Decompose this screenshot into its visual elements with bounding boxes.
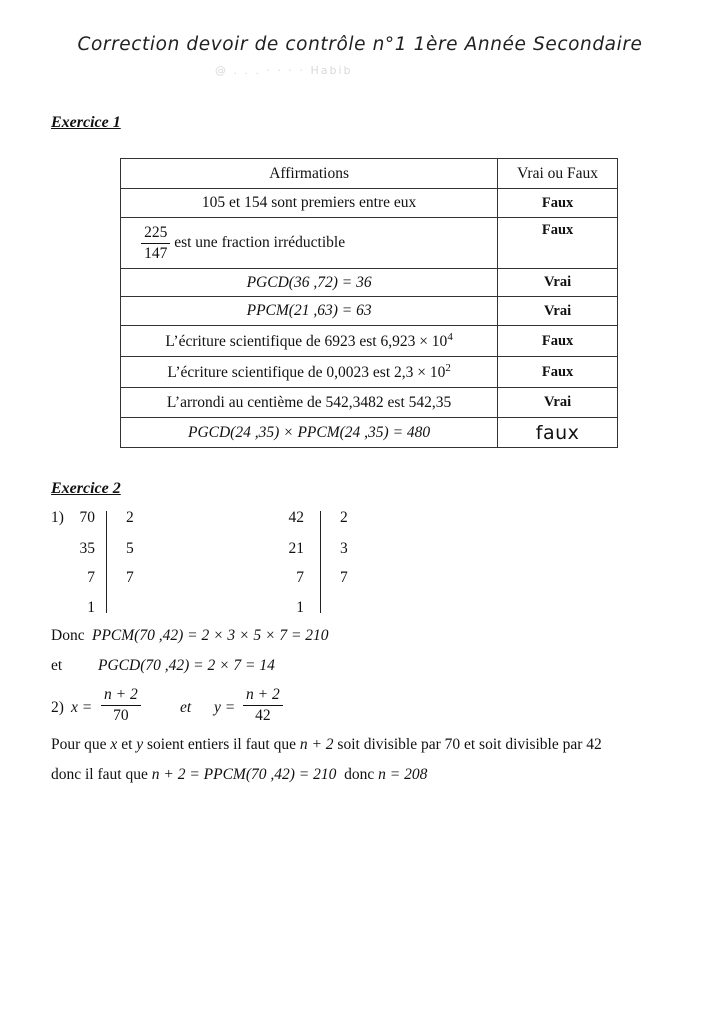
affirmation-text: L’écriture scientifique de 0,0023 est 2,3 × 10 (167, 364, 446, 382)
decomp42-factor: 3 (340, 540, 348, 557)
affirmations-table (120, 158, 618, 448)
final-result: n = 208 (378, 766, 428, 783)
expr-n-plus-2: n + 2 (299, 736, 334, 753)
exponent: 2 (445, 361, 451, 374)
decomp42-value: 7 (296, 569, 304, 586)
affirmation-cell: PPCM(21 ,63) = 63 (121, 297, 498, 326)
answer-cell: Vrai (498, 269, 618, 297)
var-x: x (110, 736, 118, 753)
affirmation-text: est une fraction irréductible (174, 233, 346, 251)
ppcm-result: PPCM(70 ,42) = 2 × 3 × 5 × 7 = 210 (92, 627, 329, 644)
decomp70-divider (106, 511, 107, 613)
affirmation-cell: PGCD(24 ,35) × PPCM(24 ,35) = 480 (121, 418, 498, 448)
table-row (121, 388, 618, 418)
x-numerator: n + 2 (101, 685, 141, 706)
text-fragment: Pour que (51, 736, 107, 753)
y-fraction (243, 685, 283, 726)
var-y: y (136, 736, 144, 753)
handwritten-answer-cell: faux (498, 418, 618, 448)
decomp70-value: 7 (87, 569, 95, 586)
y-denominator: 42 (255, 707, 271, 724)
affirmation-cell (121, 357, 498, 388)
part1-label: 1) (51, 509, 64, 526)
table-header-row (121, 159, 618, 189)
header-vrai-faux: Vrai ou Faux (498, 159, 618, 189)
exponent: 4 (447, 330, 453, 343)
text-fragment: soient entiers il faut que (147, 736, 296, 753)
table-row (121, 418, 618, 448)
explanation-line-2 (51, 766, 427, 784)
decomp70-value: 35 (79, 540, 95, 557)
decomp70-value: 1 (87, 599, 95, 616)
page-title: Correction devoir de contrôle n°1 1ère Année Secondaire (77, 34, 643, 55)
decomp42-value: 42 (288, 509, 304, 526)
et-label: et (51, 657, 63, 674)
part2-label: 2) (51, 699, 64, 716)
et-italic: et (180, 699, 192, 716)
decomp42-divider (320, 511, 321, 613)
decomp42-value: 21 (288, 540, 304, 557)
exercise1-title: Exercice 1 (51, 114, 121, 131)
fraction (141, 223, 170, 264)
fraction-denominator: 147 (144, 244, 168, 262)
affirmation-cell (121, 326, 498, 357)
text-fragment: soit divisible par 70 et soit divisible par 42 (337, 736, 602, 753)
answer-cell: Vrai (498, 297, 618, 326)
decomp42-factor: 7 (340, 569, 348, 586)
affirmation-text: L’écriture scientifique de 6923 est 6,923 × 10 (165, 333, 448, 351)
decomp42-value: 1 (296, 599, 304, 616)
x-fraction (101, 685, 141, 726)
y-equation: y = (214, 699, 236, 716)
explanation-line-1 (51, 736, 602, 754)
table-row (121, 269, 618, 297)
table-row (121, 326, 618, 357)
affirmation-cell: 105 et 154 sont premiers entre eux (121, 189, 498, 218)
decomp70-value: 70 (79, 509, 95, 526)
affirmation-cell: PGCD(36 ,72) = 36 (121, 269, 498, 297)
fraction-numerator: 225 (141, 223, 170, 244)
header-affirmations: Affirmations (121, 159, 498, 189)
donc-label: Donc (51, 627, 85, 644)
decomp70-factor: 7 (126, 569, 134, 586)
pgcd-result: PGCD(70 ,42) = 2 × 7 = 14 (98, 657, 275, 674)
answer-cell: Faux (498, 326, 618, 357)
answer-cell: Faux (498, 357, 618, 388)
affirmation-cell: L’arrondi au centième de 542,3482 est 542,35 (121, 388, 498, 418)
table-row (121, 218, 618, 269)
answer-cell: Faux (498, 189, 618, 218)
decomp70-factor: 5 (126, 540, 134, 557)
table-row (121, 357, 618, 388)
exercise2-title: Exercice 2 (51, 480, 121, 497)
answer-cell: Faux (498, 218, 618, 269)
y-numerator: n + 2 (243, 685, 283, 706)
affirmation-cell (121, 218, 498, 269)
text-fragment: donc (344, 766, 375, 783)
text-fragment: donc il faut que (51, 766, 148, 783)
x-denominator: 70 (113, 707, 129, 724)
faded-author-text: @ . . . · · · · Habib (215, 64, 353, 77)
table-row (121, 189, 618, 218)
text-fragment: et (121, 736, 133, 753)
decomp42-factor: 2 (340, 509, 348, 526)
decomp70-factor: 2 (126, 509, 134, 526)
expr-ppcm: n + 2 = PPCM(70 ,42) = 210 (151, 766, 337, 783)
x-equation: x = (71, 699, 93, 716)
table-row (121, 297, 618, 326)
answer-cell: Vrai (498, 388, 618, 418)
